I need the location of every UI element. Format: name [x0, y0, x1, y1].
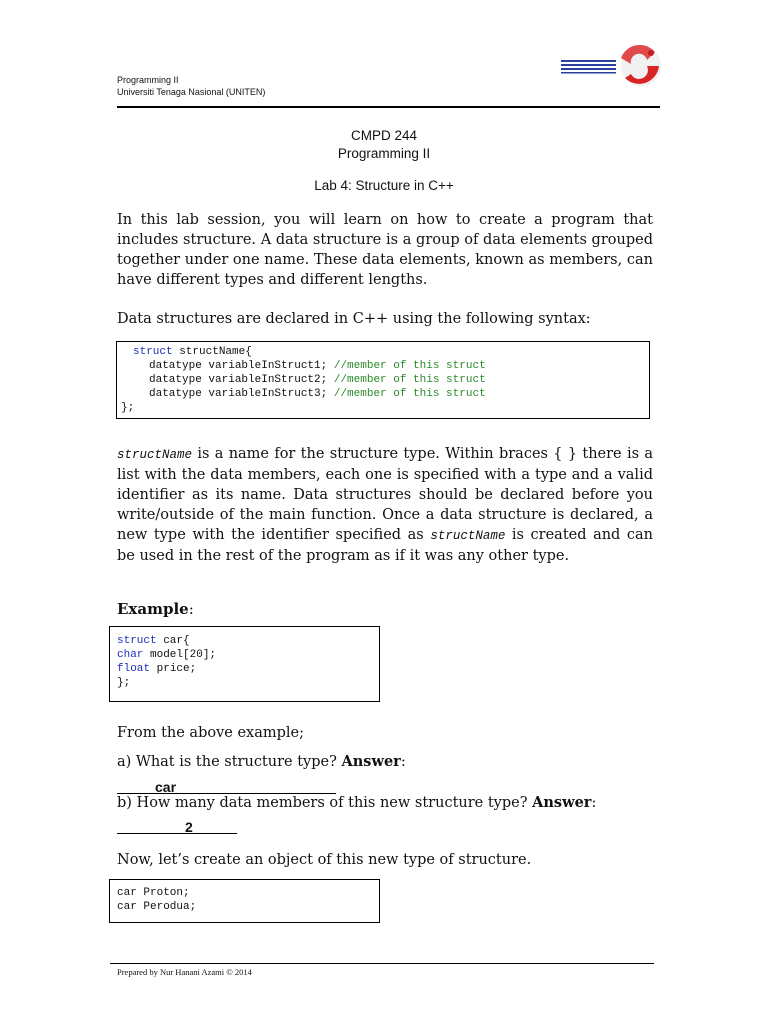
intro-paragraph [117, 210, 653, 290]
code-keyword: struct [117, 635, 157, 647]
footer-credit: Prepared by Nur Hanani Azami © 2014 [117, 967, 252, 977]
blank-underline [117, 817, 185, 834]
answer-a-value: car [155, 777, 336, 794]
footer-divider [110, 963, 654, 964]
code-text: datatype variableInStruct1; [149, 360, 334, 372]
code-comment: //member of this struct [333, 360, 486, 372]
object-code-block [109, 879, 380, 923]
explanation-paragraph [117, 444, 653, 566]
code-line [117, 662, 372, 676]
code-text: structName{ [172, 346, 252, 358]
from-above-text: From the above example; [117, 725, 305, 741]
code-line: car Proton; [117, 887, 190, 899]
answer-label: Answer [341, 753, 401, 770]
example-colon: : [188, 600, 194, 618]
code-comment: //member of this struct [333, 374, 486, 386]
code-keyword: float [117, 663, 151, 675]
example-label: Example [117, 600, 189, 618]
syntax-code-block [116, 341, 650, 419]
example-heading [117, 600, 194, 618]
question-b [117, 793, 653, 813]
struct-name-term: structName [430, 529, 506, 543]
code-keyword: struct [133, 346, 173, 358]
code-line: }; [117, 677, 131, 689]
question-b-text: b) How many data members of this new structure type? [117, 795, 533, 811]
code-line: }; [121, 402, 135, 414]
header-course: Programming II [117, 75, 179, 85]
course-title: Programming II [337, 146, 431, 161]
code-line [121, 373, 645, 387]
struct-name-term: structName [117, 448, 193, 462]
code-line [117, 648, 372, 662]
answer-colon: : [400, 754, 406, 770]
answer-a-line[interactable] [117, 774, 653, 794]
create-object-text: Now, let’s create an object of this new type of structure. [117, 852, 532, 868]
answer-label: Answer [532, 794, 592, 811]
code-text: price; [150, 663, 197, 675]
lab-title: Lab 4: Structure in C++ [314, 178, 454, 193]
blank-underline [117, 777, 155, 794]
answer-b-line[interactable] [117, 814, 653, 834]
answer-colon: : [591, 795, 597, 811]
code-text: datatype variableInStruct2; [149, 374, 334, 386]
question-a-text: a) What is the structure type? [117, 754, 342, 770]
course-code: CMPD 244 [350, 128, 418, 143]
header-university: Universiti Tenaga Nasional (UNITEN) [117, 87, 266, 97]
code-line [121, 359, 645, 373]
answer-b-value: 2 [185, 817, 237, 834]
code-comment: //member of this struct [333, 388, 486, 400]
explanation-part: is created and can be used in the rest of the program as if it was any other type. [117, 527, 654, 564]
code-text: car{ [156, 635, 190, 647]
intro-text: In this lab session, you will learn on how to create a program that includes structure. A data structure is a group of data elements grouped together under one name. These data elements, known as members, can have different types and different lengths. [117, 212, 653, 288]
code-text: model[20]; [143, 649, 217, 661]
uniten-logo [555, 44, 663, 88]
code-line [121, 387, 645, 401]
code-line: car Perodua; [117, 901, 197, 913]
explanation-part: is a name for the structure type. Within braces { } there is a list with the data members, each one is specified with a type and a valid identifier as its name. Data structures should be declared before you write/outside of the main function. Once a data structure is declared, a new type with the identifier specified as [117, 446, 653, 543]
code-text: datatype variableInStruct3; [149, 388, 334, 400]
question-a [117, 752, 653, 772]
code-line [121, 345, 645, 359]
header-divider [117, 106, 660, 108]
example-code-block [109, 626, 380, 702]
syntax-intro: Data structures are declared in C++ using the following syntax: [117, 311, 591, 327]
code-keyword: char [117, 649, 144, 661]
explanation-text [117, 444, 653, 566]
code-line [117, 634, 372, 648]
